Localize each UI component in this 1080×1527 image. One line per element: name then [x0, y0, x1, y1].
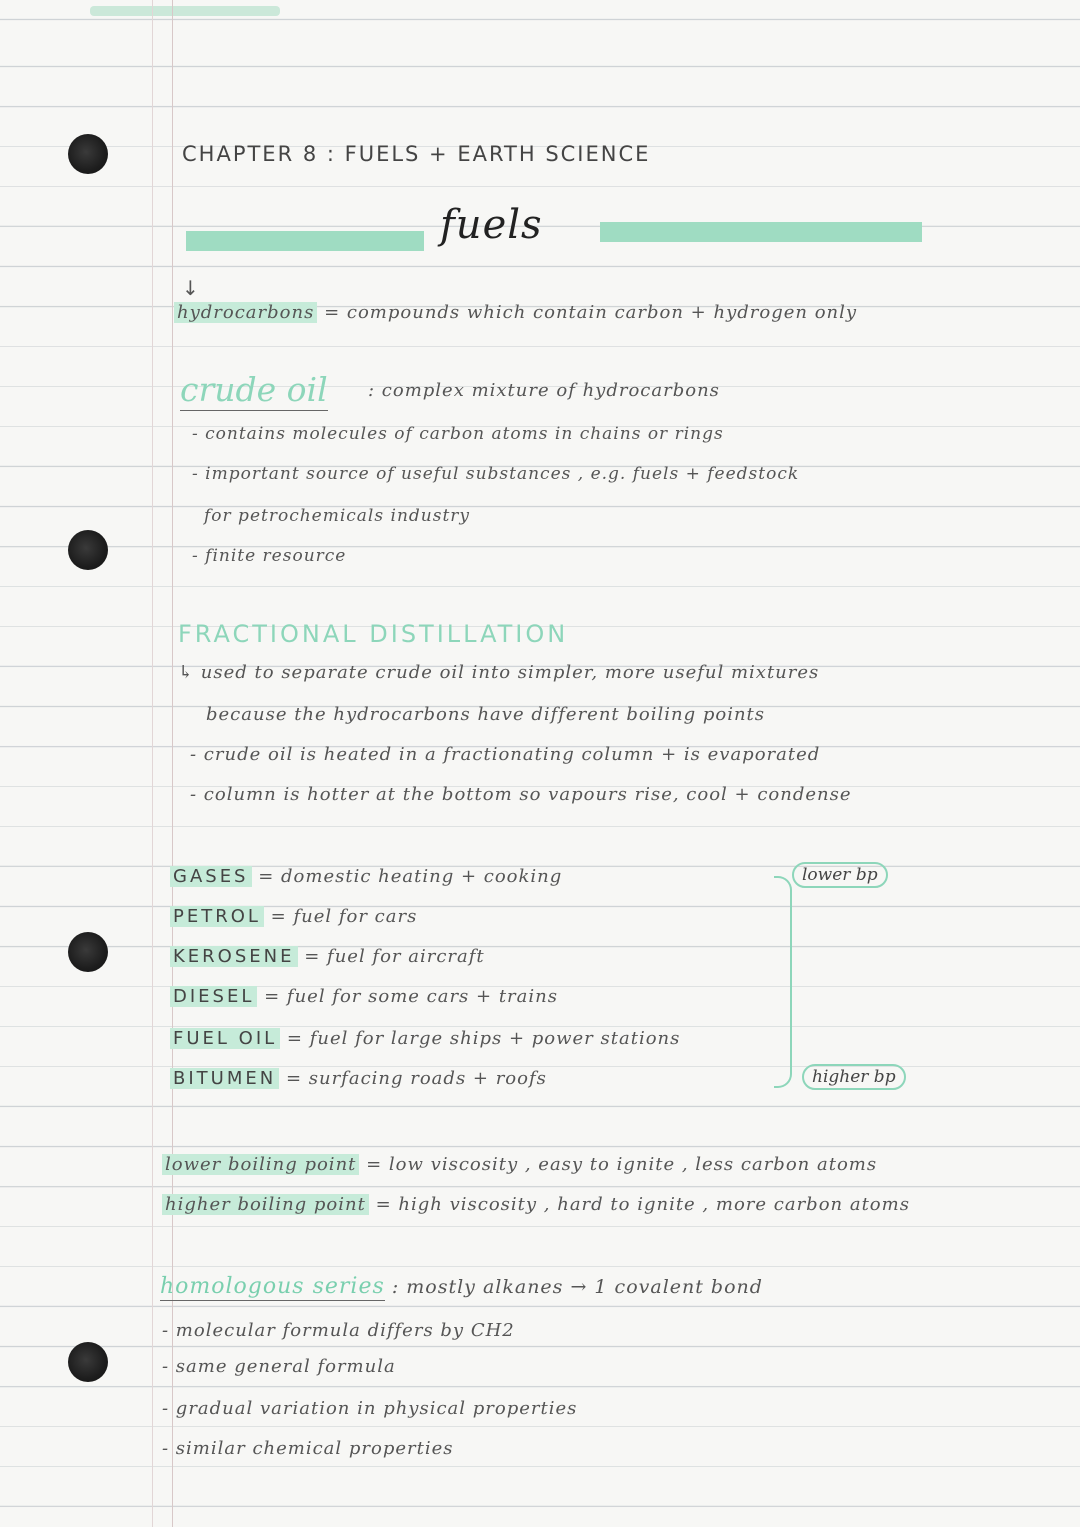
fractional-distillation-title: FRACTIONAL DISTILLATION	[178, 620, 569, 648]
distillation-line: - column is hotter at the bottom so vapours rise, cool + condense	[190, 784, 852, 805]
fraction-row	[170, 986, 558, 1007]
punch-hole	[68, 530, 108, 570]
homologous-point: - same general formula	[162, 1356, 396, 1377]
homologous-point: - molecular formula differs by CH2	[162, 1320, 515, 1341]
fraction-name: GASES	[170, 866, 252, 887]
hydrocarbons-desc: = compounds which contain carbon + hydrogen only	[324, 302, 858, 323]
hydrocarbons-term: hydrocarbons	[174, 302, 317, 323]
fraction-use: = fuel for aircraft	[304, 946, 485, 967]
punch-hole	[68, 1342, 108, 1382]
fraction-use: = fuel for large ships + power stations	[286, 1028, 681, 1049]
down-arrow-icon: ↓	[182, 276, 200, 300]
fraction-use: = fuel for cars	[270, 906, 418, 927]
fraction-name: KEROSENE	[170, 946, 298, 967]
lower-bp-desc: = low viscosity , easy to ignite , less carbon atoms	[366, 1154, 878, 1175]
lower-bp-label: lower bp	[792, 862, 888, 888]
margin-line	[152, 0, 153, 1527]
title-highlight-bar	[186, 231, 424, 251]
distillation-line: because the hydrocarbons have different boiling points	[206, 704, 766, 725]
lower-bp-term: lower boiling point	[162, 1154, 359, 1175]
distillation-line: ↳ used to separate crude oil into simpler, more useful mixtures	[178, 662, 820, 683]
fraction-row	[170, 1068, 547, 1089]
bracket-icon	[774, 876, 792, 1088]
chapter-title: CHAPTER 8 : FUELS + EARTH SCIENCE	[182, 142, 651, 166]
crude-oil-point: - important source of useful substances , e.g. fuels + feedstock	[192, 464, 800, 484]
distillation-line: - crude oil is heated in a fractionating column + is evaporated	[190, 744, 821, 765]
hydrocarbons-definition	[174, 302, 857, 323]
higher-bp-desc: = high viscosity , hard to ignite , more carbon atoms	[375, 1194, 910, 1215]
title-highlight-bar	[600, 222, 922, 242]
crude-oil-definition: : complex mixture of hydrocarbons	[368, 380, 720, 401]
crude-oil-point: for petrochemicals industry	[204, 506, 471, 526]
fraction-row	[170, 946, 485, 967]
punch-hole	[68, 134, 108, 174]
fraction-use: = surfacing roads + roofs	[285, 1068, 547, 1089]
fraction-name: PETROL	[170, 906, 264, 927]
higher-bp-term: higher boiling point	[162, 1194, 369, 1215]
fraction-name: BITUMEN	[170, 1068, 279, 1089]
higher-bp-row	[162, 1194, 910, 1215]
decorative-strip	[90, 6, 280, 16]
fraction-name: DIESEL	[170, 986, 257, 1007]
section-title: fuels	[440, 202, 543, 248]
punch-hole	[68, 932, 108, 972]
homologous-row	[160, 1274, 763, 1299]
crude-oil-point: - contains molecules of carbon atoms in chains or rings	[192, 424, 724, 444]
fraction-use: = domestic heating + cooking	[258, 866, 563, 887]
fraction-use: = fuel for some cars + trains	[264, 986, 558, 1007]
fraction-name: FUEL OIL	[170, 1028, 280, 1049]
homologous-point: - similar chemical properties	[162, 1438, 454, 1459]
fraction-row	[170, 1028, 680, 1049]
lower-bp-row	[162, 1154, 877, 1175]
homologous-definition: : mostly alkanes → 1 covalent bond	[391, 1276, 763, 1298]
crude-oil-title: crude oil	[180, 370, 328, 409]
fraction-row	[170, 906, 417, 927]
fraction-row	[170, 866, 562, 887]
crude-oil-point: - finite resource	[192, 546, 347, 566]
higher-bp-label: higher bp	[802, 1064, 906, 1090]
homologous-point: - gradual variation in physical properties	[162, 1398, 578, 1419]
homologous-term: homologous series	[160, 1274, 385, 1299]
